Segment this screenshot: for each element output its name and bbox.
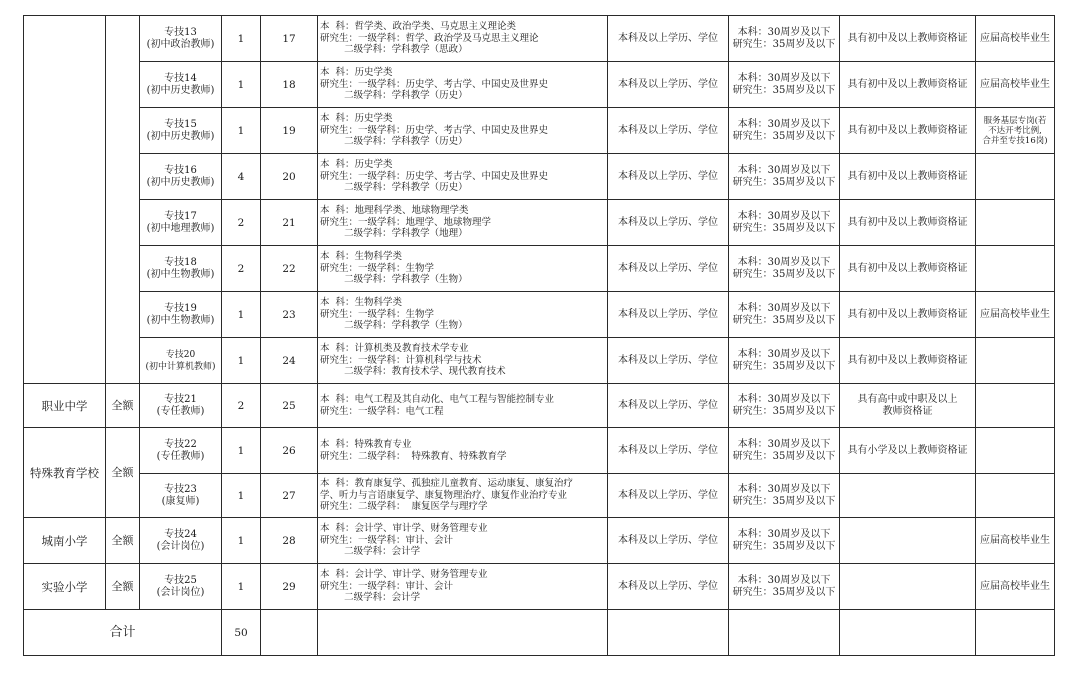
- count-cell: 2: [222, 384, 261, 428]
- age-cell: 本科：30周岁及以下 研究生：35周岁及以下: [729, 564, 840, 610]
- remark-cell: 应届高校毕业生: [976, 292, 1055, 338]
- cert-cell: 具有小学及以上教师资格证: [840, 428, 976, 474]
- unit-cell: 城南小学: [24, 518, 106, 564]
- position-code: 专技21: [164, 393, 197, 405]
- major-cell: 本 科：生物科学类 研究生：一级学科：生物学 二级学科：学科教学（生物）: [318, 246, 608, 292]
- major-cell: 本 科：哲学类、政治学类、马克思主义理论类 研究生：一级学科：哲学、政治学及马克思主义理论 二级学科：学科教学（思政）: [318, 16, 608, 62]
- cert-cell: 具有初中及以上教师资格证: [840, 154, 976, 200]
- count-cell: 1: [222, 16, 261, 62]
- position-cell: [140, 16, 222, 62]
- table-row: [24, 474, 1055, 518]
- major-cell: 本 科：会计学、审计学、财务管理专业 研究生：一级学科：审计、会计 二级学科：会计学: [318, 564, 608, 610]
- major-cell: 本 科：计算机类及教育技术学专业 研究生：一级学科：计算机科学与技术 二级学科：教育技术学、现代教育技术: [318, 338, 608, 384]
- funding-cell: 全额: [106, 384, 140, 428]
- position-name: (初中历史教师): [146, 130, 215, 142]
- position-code: 专技19: [164, 302, 197, 314]
- funding-cell: 全额: [106, 518, 140, 564]
- count-cell: 4: [222, 154, 261, 200]
- total-label: 合计: [24, 610, 222, 656]
- education-cell: 本科及以上学历、学位: [608, 200, 729, 246]
- seq-cell: 27: [261, 474, 318, 518]
- cert-cell: 具有初中及以上教师资格证: [840, 338, 976, 384]
- table-row: [24, 246, 1055, 292]
- position-name: (初中生物教师): [146, 268, 215, 280]
- seq-cell: 17: [261, 16, 318, 62]
- position-name: (康复师): [161, 495, 200, 507]
- remark-cell: [976, 246, 1055, 292]
- seq-cell: 28: [261, 518, 318, 564]
- seq-cell: 22: [261, 246, 318, 292]
- major-cell: 本 科：特殊教育专业 研究生：二级学科： 特殊教育、特殊教育学: [318, 428, 608, 474]
- remark-cell: [976, 338, 1055, 384]
- major-cell: 本 科：历史学类 研究生：一级学科：历史学、考古学、中国史及世界史 二级学科：学科教学（历史）: [318, 62, 608, 108]
- position-code: 专技16: [164, 164, 197, 176]
- position-cell: [140, 384, 222, 428]
- seq-cell: 19: [261, 108, 318, 154]
- age-cell: 本科：30周岁及以下 研究生：35周岁及以下: [729, 246, 840, 292]
- table-row: [24, 200, 1055, 246]
- remark-cell: [976, 428, 1055, 474]
- major-cell: 本 科：教育康复学、孤独症儿童教育、运动康复、康复治疗 学、听力与言语康复学、康复物理治疗、康复作业治疗专业 研究生：二级学科： 康复医学与理疗学: [318, 474, 608, 518]
- position-name: (初中历史教师): [146, 176, 215, 188]
- cert-cell: 具有初中及以上教师资格证: [840, 108, 976, 154]
- major-cell: 本 科：地理科学类、地球物理学类 研究生：一级学科：地理学、地球物理学 二级学科：学科教学（地理）: [318, 200, 608, 246]
- position-name: (专任教师): [156, 405, 205, 417]
- count-cell: 1: [222, 108, 261, 154]
- count-cell: 1: [222, 62, 261, 108]
- position-name: (会计岗位): [156, 586, 205, 598]
- table-row: [24, 338, 1055, 384]
- remark-cell: [976, 200, 1055, 246]
- funding-cell: 全额: [106, 428, 140, 518]
- table-row: [24, 62, 1055, 108]
- table-row: [24, 292, 1055, 338]
- seq-cell: 21: [261, 200, 318, 246]
- remark-cell: [976, 384, 1055, 428]
- table-row: [24, 16, 1055, 62]
- education-cell: 本科及以上学历、学位: [608, 292, 729, 338]
- count-cell: 1: [222, 338, 261, 384]
- major-cell: 本 科：生物科学类 研究生：一级学科：生物学 二级学科：学科教学（生物）: [318, 292, 608, 338]
- total-row: [24, 610, 1055, 656]
- table-row: [24, 518, 1055, 564]
- remark-cell: 服务基层专岗(若 不达开考比例, 合并至专技16岗): [976, 108, 1055, 154]
- seq-cell: 24: [261, 338, 318, 384]
- position-code: 专技20: [165, 349, 196, 360]
- age-cell: 本科：30周岁及以下 研究生：35周岁及以下: [729, 108, 840, 154]
- major-cell: 本 科：电气工程及其自动化、电气工程与智能控制专业 研究生：一级学科：电气工程: [318, 384, 608, 428]
- empty-cell: [318, 610, 608, 656]
- age-cell: 本科：30周岁及以下 研究生：35周岁及以下: [729, 62, 840, 108]
- education-cell: 本科及以上学历、学位: [608, 518, 729, 564]
- table-row: [24, 428, 1055, 474]
- empty-cell: [840, 610, 976, 656]
- age-cell: 本科：30周岁及以下 研究生：35周岁及以下: [729, 338, 840, 384]
- major-cell: 本 科：历史学类 研究生：一级学科：历史学、考古学、中国史及世界史 二级学科：学科教学（历史）: [318, 154, 608, 200]
- cert-cell: [840, 518, 976, 564]
- table-row: [24, 108, 1055, 154]
- seq-cell: 23: [261, 292, 318, 338]
- count-cell: 2: [222, 246, 261, 292]
- position-name: (初中生物教师): [146, 314, 215, 326]
- position-cell: [140, 292, 222, 338]
- remark-cell: 应届高校毕业生: [976, 16, 1055, 62]
- position-code: 专技14: [164, 72, 197, 84]
- cert-cell: 具有初中及以上教师资格证: [840, 16, 976, 62]
- empty-cell: [608, 610, 729, 656]
- education-cell: 本科及以上学历、学位: [608, 62, 729, 108]
- age-cell: 本科：30周岁及以下 研究生：35周岁及以下: [729, 292, 840, 338]
- funding-cell-continued: [106, 16, 140, 384]
- education-cell: 本科及以上学历、学位: [608, 108, 729, 154]
- major-cell: 本 科：历史学类 研究生：一级学科：历史学、考古学、中国史及世界史 二级学科：学科教学（历史）: [318, 108, 608, 154]
- total-count: 50: [222, 610, 261, 656]
- cert-cell: 具有初中及以上教师资格证: [840, 62, 976, 108]
- unit-cell: 特殊教育学校: [24, 428, 106, 518]
- position-name: (初中计算机教师): [145, 361, 216, 372]
- position-code: 专技24: [164, 528, 197, 540]
- position-code: 专技22: [164, 438, 197, 450]
- education-cell: 本科及以上学历、学位: [608, 384, 729, 428]
- education-cell: 本科及以上学历、学位: [608, 564, 729, 610]
- age-cell: 本科：30周岁及以下 研究生：35周岁及以下: [729, 200, 840, 246]
- position-code: 专技13: [164, 26, 197, 38]
- table-row: [24, 564, 1055, 610]
- position-code: 专技23: [164, 483, 197, 495]
- age-cell: 本科：30周岁及以下 研究生：35周岁及以下: [729, 16, 840, 62]
- funding-cell: 全额: [106, 564, 140, 610]
- remark-cell: [976, 474, 1055, 518]
- position-name: (初中政治教师): [146, 38, 215, 50]
- position-name: (初中历史教师): [146, 84, 215, 96]
- position-name: (初中地理教师): [146, 222, 215, 234]
- age-cell: 本科：30周岁及以下 研究生：35周岁及以下: [729, 384, 840, 428]
- position-cell: [140, 108, 222, 154]
- table-row: [24, 384, 1055, 428]
- cert-cell: [840, 564, 976, 610]
- empty-cell: [976, 610, 1055, 656]
- cert-cell: 具有初中及以上教师资格证: [840, 246, 976, 292]
- position-code: 专技17: [164, 210, 197, 222]
- education-cell: 本科及以上学历、学位: [608, 16, 729, 62]
- remark-cell: 应届高校毕业生: [976, 564, 1055, 610]
- age-cell: 本科：30周岁及以下 研究生：35周岁及以下: [729, 428, 840, 474]
- position-cell: [140, 62, 222, 108]
- remark-cell: 应届高校毕业生: [976, 62, 1055, 108]
- seq-cell: 26: [261, 428, 318, 474]
- position-cell: [140, 518, 222, 564]
- recruitment-table: [23, 15, 1055, 656]
- table-row: [24, 154, 1055, 200]
- count-cell: 1: [222, 428, 261, 474]
- education-cell: 本科及以上学历、学位: [608, 474, 729, 518]
- position-name: (专任教师): [156, 450, 205, 462]
- table-body: [24, 16, 1055, 656]
- cert-cell: 具有初中及以上教师资格证: [840, 292, 976, 338]
- age-cell: 本科：30周岁及以下 研究生：35周岁及以下: [729, 474, 840, 518]
- position-cell: [140, 246, 222, 292]
- age-cell: 本科：30周岁及以下 研究生：35周岁及以下: [729, 154, 840, 200]
- major-cell: 本 科：会计学、审计学、财务管理专业 研究生：一级学科：审计、会计 二级学科：会计学: [318, 518, 608, 564]
- unit-cell: 实验小学: [24, 564, 106, 610]
- seq-cell: 20: [261, 154, 318, 200]
- position-cell: [140, 428, 222, 474]
- count-cell: 1: [222, 518, 261, 564]
- empty-cell: [729, 610, 840, 656]
- position-cell: [140, 338, 222, 384]
- unit-cell-continued: [24, 16, 106, 384]
- remark-cell: [976, 154, 1055, 200]
- education-cell: 本科及以上学历、学位: [608, 338, 729, 384]
- cert-cell: 具有高中或中职及以上 教师资格证: [840, 384, 976, 428]
- position-cell: [140, 154, 222, 200]
- position-name: (会计岗位): [156, 540, 205, 552]
- position-cell: [140, 564, 222, 610]
- age-cell: 本科：30周岁及以下 研究生：35周岁及以下: [729, 518, 840, 564]
- seq-cell: 29: [261, 564, 318, 610]
- position-code: 专技25: [164, 574, 197, 586]
- position-cell: [140, 200, 222, 246]
- count-cell: 2: [222, 200, 261, 246]
- count-cell: 1: [222, 292, 261, 338]
- position-code: 专技18: [164, 256, 197, 268]
- remark-cell: 应届高校毕业生: [976, 518, 1055, 564]
- seq-cell: 18: [261, 62, 318, 108]
- count-cell: 1: [222, 474, 261, 518]
- seq-cell: 25: [261, 384, 318, 428]
- education-cell: 本科及以上学历、学位: [608, 428, 729, 474]
- cert-cell: 具有初中及以上教师资格证: [840, 200, 976, 246]
- position-cell: [140, 474, 222, 518]
- unit-cell: 职业中学: [24, 384, 106, 428]
- education-cell: 本科及以上学历、学位: [608, 154, 729, 200]
- position-code: 专技15: [164, 118, 197, 130]
- cert-cell: [840, 474, 976, 518]
- empty-cell: [261, 610, 318, 656]
- count-cell: 1: [222, 564, 261, 610]
- education-cell: 本科及以上学历、学位: [608, 246, 729, 292]
